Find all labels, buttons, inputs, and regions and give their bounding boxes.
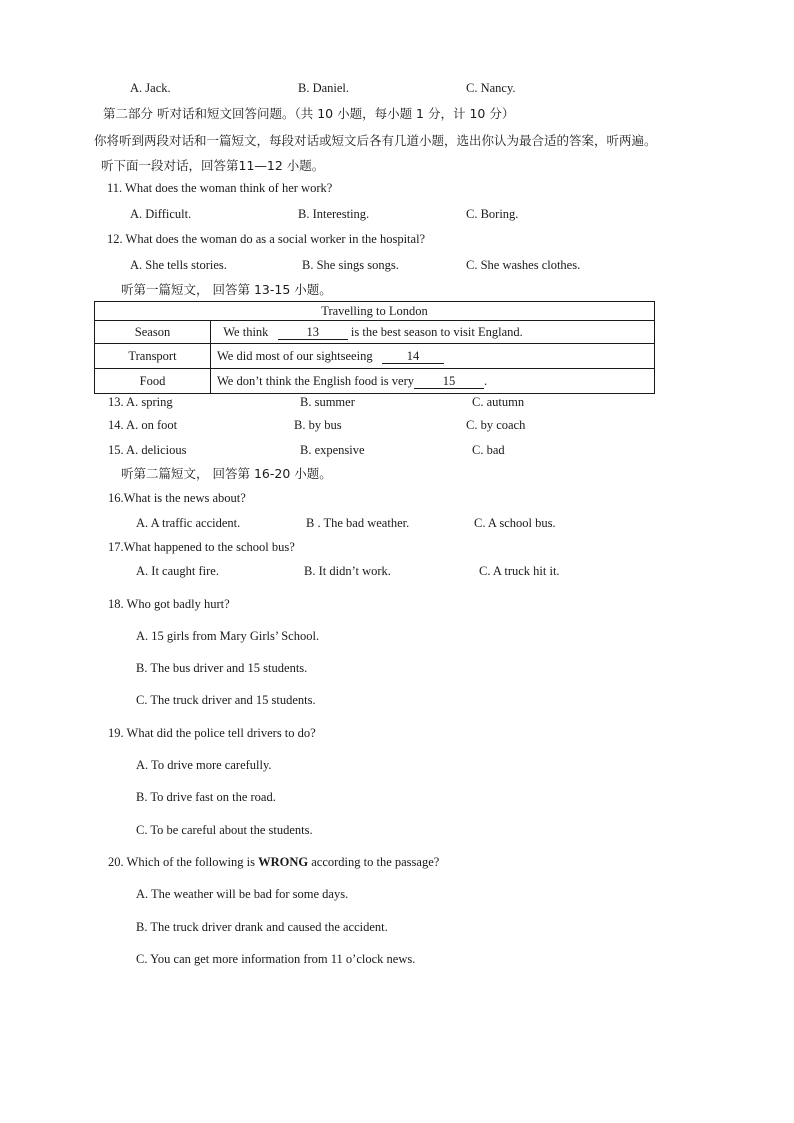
q20-emphasis: WRONG [258, 855, 309, 869]
q16-option-a: A. A traffic accident. [136, 516, 241, 530]
q19-option-a: A. To drive more carefully. [136, 758, 272, 772]
q19-option-b: B. To drive fast on the road. [136, 790, 276, 804]
q15-option-c: C. bad [472, 443, 505, 457]
passage1-intro: 听第一篇短文， 回答第 13-15 小题。 [121, 282, 332, 297]
q13-option-c: C. autumn [472, 395, 525, 409]
q11-stem: 11. What does the woman think of her work? [107, 181, 333, 195]
q12-option-c: C. She washes clothes. [466, 258, 581, 272]
row-text: . [484, 374, 488, 388]
row-label: Food [95, 369, 211, 394]
row-content [211, 369, 655, 394]
q20-option-a: A. The weather will be bad for some days. [136, 887, 349, 901]
q15-option-b: B. expensive [300, 443, 365, 457]
passage2-intro: 听第二篇短文， 回答第 16-20 小题。 [121, 466, 332, 481]
row-text: We did most of our sightseeing [217, 349, 373, 363]
q13-option-b: B. summer [300, 395, 355, 409]
q16-stem: 16.What is the news about? [108, 491, 246, 505]
q15-option-a: 15. A. delicious [108, 443, 187, 457]
row-text: We don’t think the English food is very [217, 374, 415, 388]
row-label: Transport [95, 344, 211, 369]
table-row [95, 344, 655, 369]
blank-14[interactable]: 14 [382, 350, 444, 364]
q11-option-b: B. Interesting. [298, 207, 370, 221]
table-title: Travelling to London [95, 302, 655, 321]
q17-option-c: C. A truck hit it. [479, 564, 560, 578]
q12-option-b: B. She sings songs. [302, 258, 399, 272]
q19-option-c: C. To be careful about the students. [136, 823, 313, 837]
q20-stem-text: 20. Which of the following is [108, 855, 259, 869]
q16-option-c: C. A school bus. [474, 516, 556, 530]
q18-option-a: A. 15 girls from Mary Girls’ School. [136, 629, 320, 643]
section-heading: 第二部分 听对话和短文回答问题。（共 10 小题，每小题 1 分，计 10 分） [103, 106, 515, 121]
q18-stem: 18. Who got badly hurt? [108, 597, 230, 611]
q14-option-c: C. by coach [466, 418, 526, 432]
row-text: is the best season to visit England. [347, 325, 523, 339]
q14-option-a: 14. A. on foot [108, 418, 178, 432]
q17-option-a: A. It caught fire. [136, 564, 219, 578]
option-a: A. Jack. [130, 81, 171, 95]
row-text: We think [223, 325, 269, 339]
blank-15[interactable]: 15 [414, 375, 484, 389]
q20-stem-text: according to the passage? [308, 855, 440, 869]
dialogue-intro: 听下面一段对话，回答第11—12 小题。 [101, 158, 325, 173]
q14-option-b: B. by bus [294, 418, 342, 432]
q20-option-b: B. The truck driver drank and caused the accident. [136, 920, 388, 934]
q17-option-b: B. It didn’t work. [304, 564, 391, 578]
travel-table [94, 301, 655, 394]
q18-option-c: C. The truck driver and 15 students. [136, 693, 316, 707]
q12-option-a: A. She tells stories. [130, 258, 227, 272]
row-content [211, 344, 655, 369]
table-row [95, 369, 655, 394]
q19-stem: 19. What did the police tell drivers to do? [108, 726, 316, 740]
q13-option-a: 13. A. spring [108, 395, 173, 409]
q12-stem: 12. What does the woman do as a social worker in the hospital? [107, 232, 426, 246]
q11-option-c: C. Boring. [466, 207, 519, 221]
q18-option-b: B. The bus driver and 15 students. [136, 661, 308, 675]
section-instructions: 你将听到两段对话和一篇短文，每段对话或短文后各有几道小题，选出你认为最合适的答案，听两遍。 [94, 133, 657, 148]
q17-stem: 17.What happened to the school bus? [108, 540, 295, 554]
option-c: C. Nancy. [466, 81, 516, 95]
row-label: Season [95, 321, 211, 344]
q20-stem [108, 854, 439, 870]
row-content [211, 321, 655, 344]
table-row [95, 321, 655, 344]
q16-option-b: B . The bad weather. [306, 516, 410, 530]
q11-option-a: A. Difficult. [130, 207, 192, 221]
blank-13[interactable]: 13 [278, 326, 348, 340]
q20-option-c: C. You can get more information from 11 o’clock news. [136, 952, 416, 966]
option-b: B. Daniel. [298, 81, 350, 95]
